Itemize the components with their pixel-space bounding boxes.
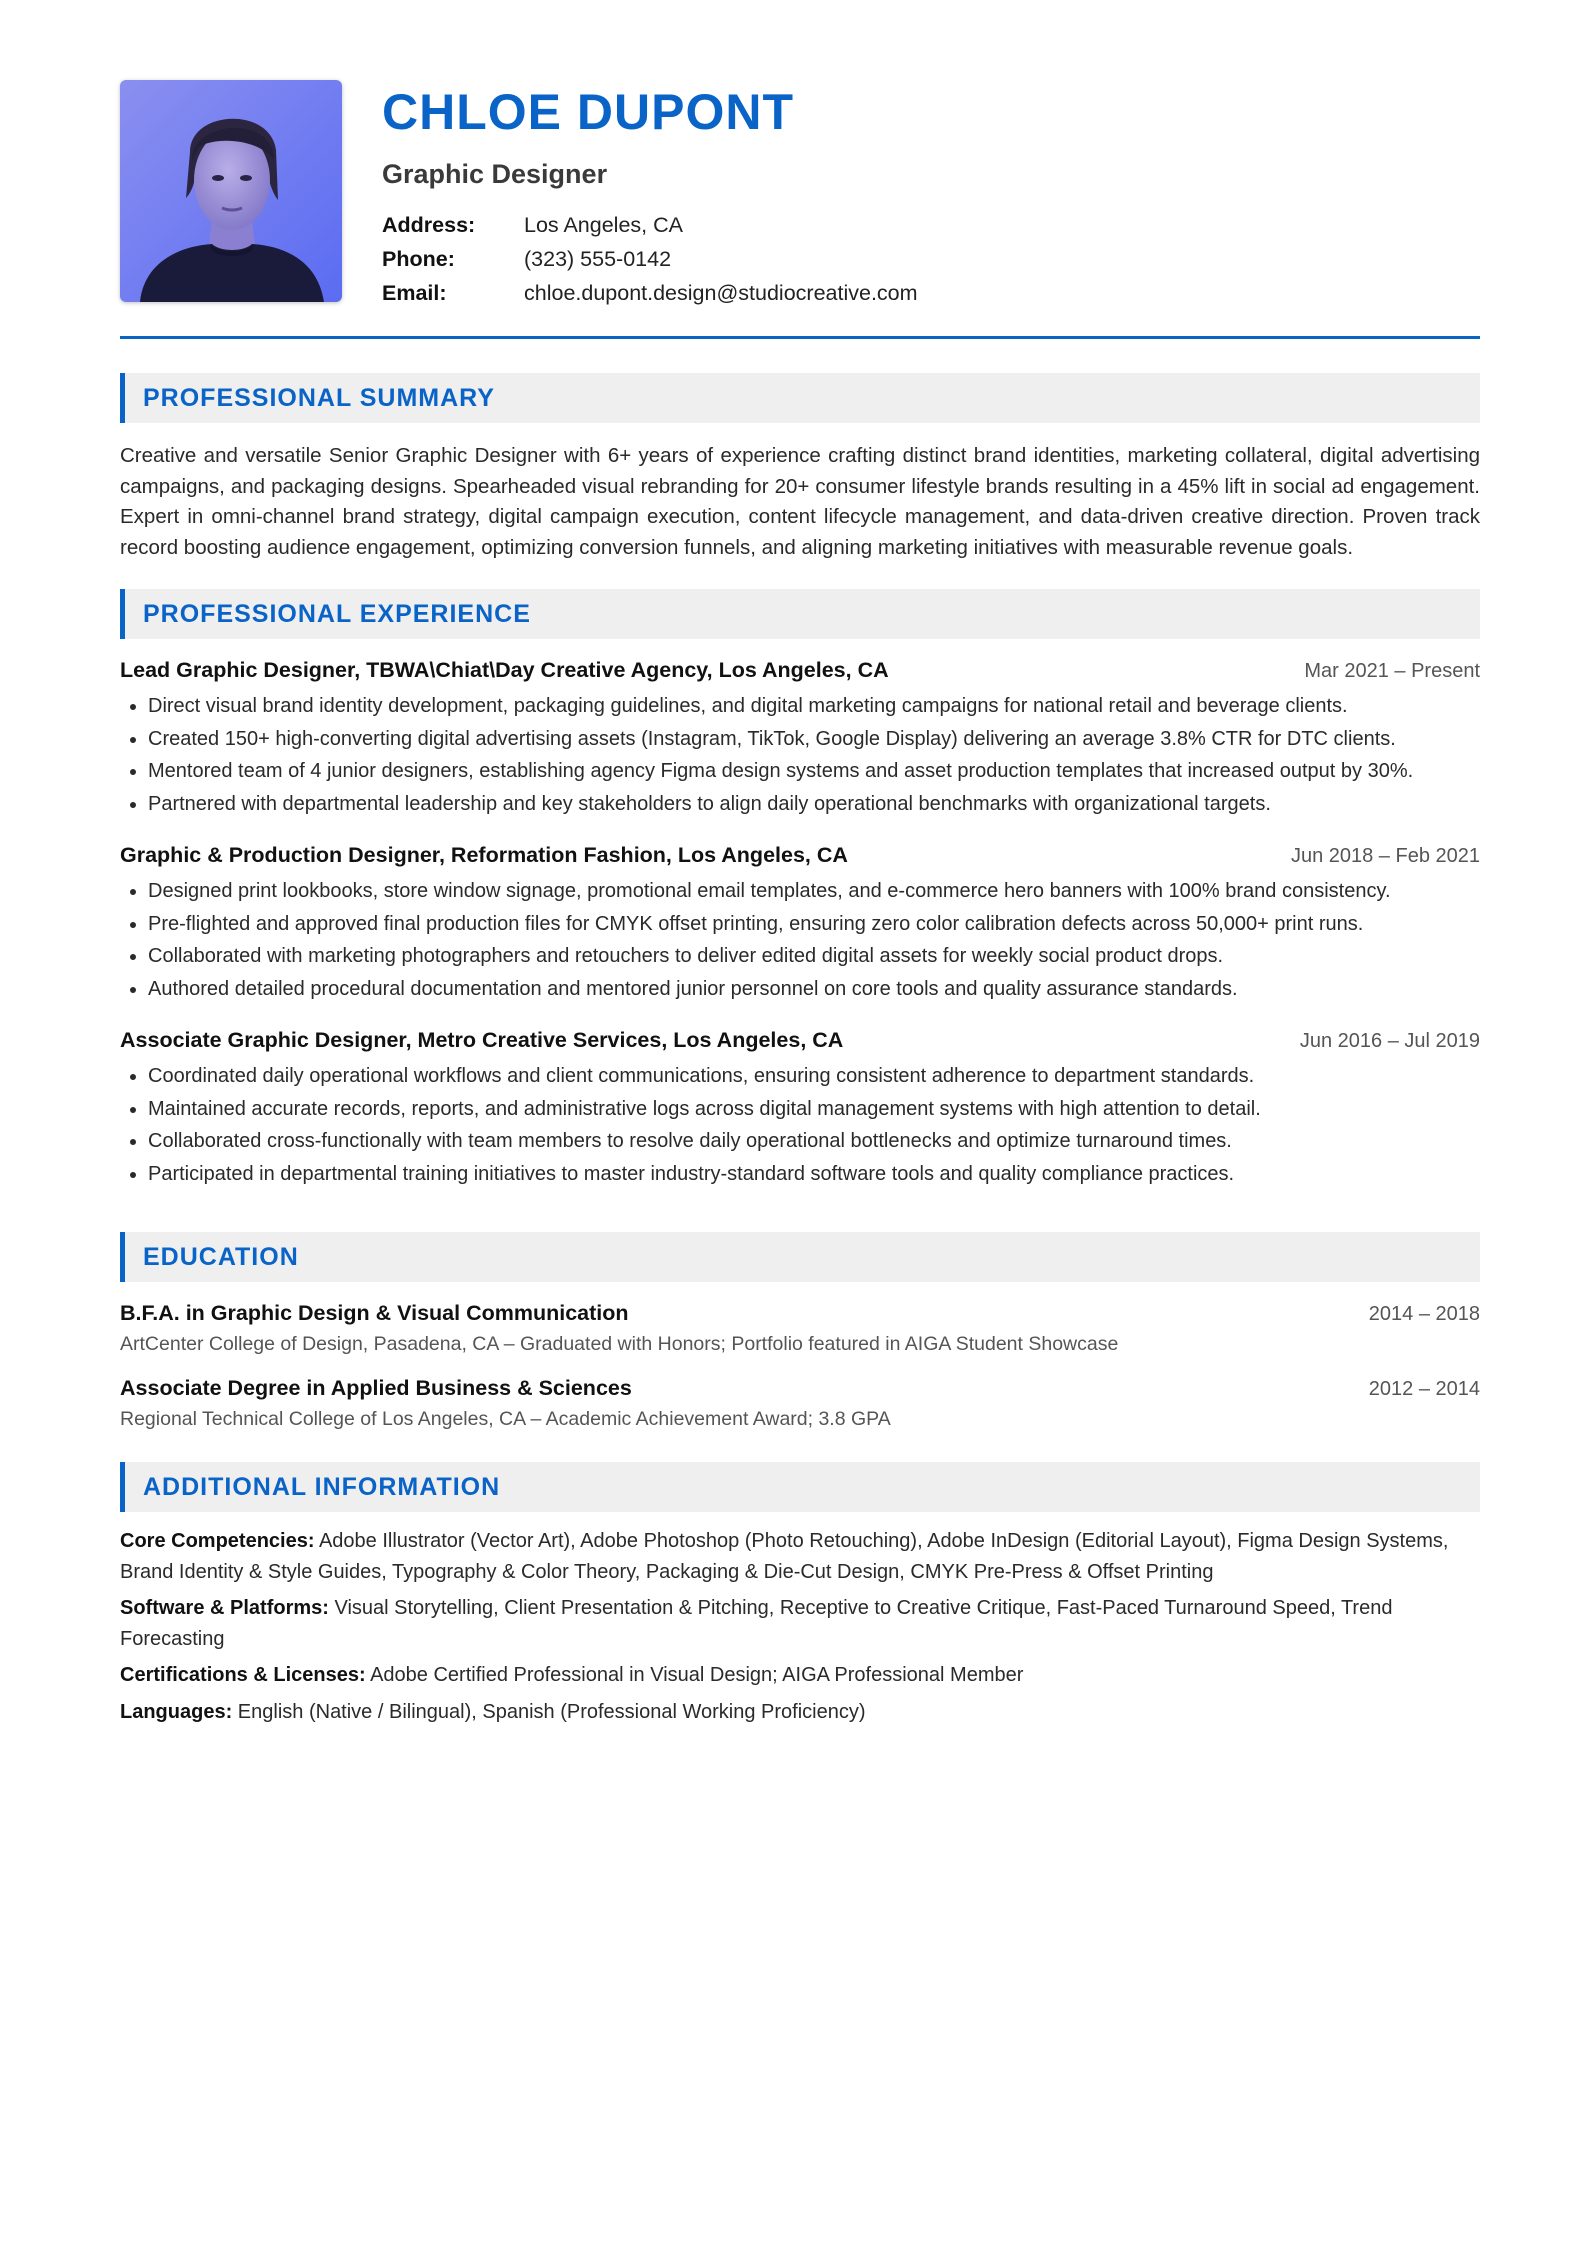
job-header [120, 1025, 1480, 1056]
summary-text: Creative and versatile Senior Graphic Designer with 6+ years of experience crafting distinct brand identities, marketing collateral, digital advertising campaigns, and packaging designs. Spearheaded visual rebranding for 20+ consumer lifestyle brands resulting in a 45% lift in social ad engagement. Expert in omni-channel brand strategy, digital campaign execution, content lifecycle management, and data-driven creative direction. Proven track record boosting audience engagement, optimizing conversion funnels, and aligning marketing initiatives with measurable revenue goals. [120, 444, 1480, 559]
education-detail: ArtCenter College of Design, Pasadena, CA – Graduated with Honors; Portfolio featured in AIGA Student Showcase [120, 1333, 1119, 1355]
job-date: Mar 2021 – Present [1304, 660, 1480, 682]
education-entry [120, 1298, 1480, 1359]
additional-item [120, 1526, 1480, 1587]
contact-email [382, 276, 918, 310]
contact-block [382, 208, 918, 310]
additional-label: Software & Platforms: [120, 1597, 329, 1619]
additional-item [120, 1660, 1480, 1691]
contact-label: Email: [382, 281, 447, 305]
candidate-name: CHLOE DUPONT [382, 84, 794, 140]
job-date: Jun 2016 – Jul 2019 [1299, 1030, 1480, 1052]
additional-value: Visual Storytelling, Client Presentation & Pitching, Receptive to Creative Critique, Fast-Paced Turnaround Speed, Trend Forecasting [120, 1597, 1393, 1650]
bullet-item: Authored detailed procedural documentation and mentored junior personnel on core tools and quality assurance standards. [120, 973, 1480, 1006]
contact-address [382, 208, 918, 242]
education-detail: Regional Technical College of Los Angeles, CA – Academic Achievement Award; 3.8 GPA [120, 1408, 891, 1430]
job-title: Graphic & Production Designer, Reformation Fashion, Los Angeles, CA [120, 843, 848, 867]
bullet-item: Direct visual brand identity development, packaging guidelines, and digital marketing campaigns for national retail and beverage clients. [120, 690, 1480, 723]
bullet-item: Maintained accurate records, reports, and administrative logs across digital management systems with high attention to detail. [120, 1093, 1480, 1126]
education-header [120, 1298, 1480, 1329]
section-heading: PROFESSIONAL EXPERIENCE [120, 589, 1480, 639]
education-date: 2014 – 2018 [1368, 1303, 1480, 1325]
additional-label: Languages: [120, 1700, 233, 1723]
job-header [120, 655, 1480, 686]
job-bullets [120, 1060, 1480, 1190]
bullet-item: Collaborated with marketing photographers and retouchers to deliver edited digital assets for weekly social product drops. [120, 940, 1480, 973]
bullet-item: Coordinated daily operational workflows and client communications, ensuring consistent adherence to department standards. [120, 1060, 1480, 1093]
bullet-item: Designed print lookbooks, store window signage, promotional email templates, and e-commerce hero banners with 100% brand consistency. [120, 875, 1480, 908]
additional-section [120, 1462, 1480, 1727]
candidate-role: Graphic Designer [382, 159, 608, 189]
bullet-item: Mentored team of 4 junior designers, establishing agency Figma design systems and asset production templates that increased output by 30%. [120, 755, 1480, 788]
bullet-item: Pre-flighted and approved final production files for CMYK offset printing, ensuring zero color calibration defects across 50,000+ print runs. [120, 908, 1480, 941]
education-degree: Associate Degree in Applied Business & Sciences [120, 1376, 632, 1400]
additional-label: Core Competencies: [120, 1530, 315, 1552]
job-title: Lead Graphic Designer, TBWA\Chiat\Day Creative Agency, Los Angeles, CA [120, 658, 889, 682]
contact-label: Address: [382, 213, 476, 237]
education-header [120, 1373, 1480, 1404]
portrait-image [120, 80, 342, 302]
experience-section [120, 589, 1480, 1190]
contact-value: Los Angeles, CA [524, 213, 683, 237]
education-date: 2012 – 2014 [1368, 1378, 1480, 1400]
job-list [120, 655, 1480, 1190]
education-degree: B.F.A. in Graphic Design & Visual Communication [120, 1301, 629, 1325]
bullet-item: Partnered with departmental leadership and key stakeholders to align daily operational benchmarks with organizational targets. [120, 788, 1480, 821]
job-date: Jun 2018 – Feb 2021 [1290, 845, 1480, 867]
bullet-item: Collaborated cross-functionally with team members to resolve daily operational bottlenecks and optimize turnaround times. [120, 1125, 1480, 1158]
header-info [382, 80, 918, 310]
additional-item [120, 1593, 1480, 1654]
additional-item [120, 1697, 1480, 1728]
resume-header [120, 80, 1480, 305]
job-entry [120, 840, 1480, 1005]
additional-list [120, 1526, 1480, 1727]
job-title: Associate Graphic Designer, Metro Creative Services, Los Angeles, CA [120, 1028, 844, 1052]
job-bullets [120, 690, 1480, 820]
bullet-item: Created 150+ high-converting digital advertising assets (Instagram, TikTok, Google Display) delivering an average 3.8% CTR for DTC clients. [120, 723, 1480, 756]
job-entry [120, 655, 1480, 820]
contact-label: Phone: [382, 247, 455, 271]
summary-section [120, 373, 1480, 563]
additional-value: Adobe Certified Professional in Visual Design; AIGA Professional Member [365, 1664, 1024, 1686]
job-header [120, 840, 1480, 871]
education-entry [120, 1373, 1480, 1434]
section-heading: PROFESSIONAL SUMMARY [120, 373, 1480, 423]
education-section [120, 1232, 1480, 1434]
bullet-item: Participated in departmental training initiatives to master industry-standard software tools and quality compliance practices. [120, 1158, 1480, 1191]
section-heading: EDUCATION [120, 1232, 1480, 1282]
contact-value: (323) 555-0142 [524, 247, 672, 271]
job-entry [120, 1025, 1480, 1190]
additional-value: English (Native / Bilingual), Spanish (Professional Working Proficiency) [232, 1700, 866, 1723]
header-divider [120, 336, 1480, 339]
job-bullets [120, 875, 1480, 1005]
section-heading: ADDITIONAL INFORMATION [120, 1462, 1480, 1512]
additional-value: Adobe Illustrator (Vector Art), Adobe Photoshop (Photo Retouching), Adobe InDesign (Editorial Layout), Figma Design Systems, Brand Identity & Style Guides, Typography & Color Theory, Packaging & Die-Cut Design, CMYK Pre-Press & Offset Printing [120, 1530, 1449, 1583]
additional-label: Certifications & Licenses: [120, 1664, 366, 1686]
contact-value: chloe.dupont.design@studiocreative.com [524, 281, 918, 305]
contact-phone [382, 242, 918, 276]
profile-photo [120, 80, 342, 302]
